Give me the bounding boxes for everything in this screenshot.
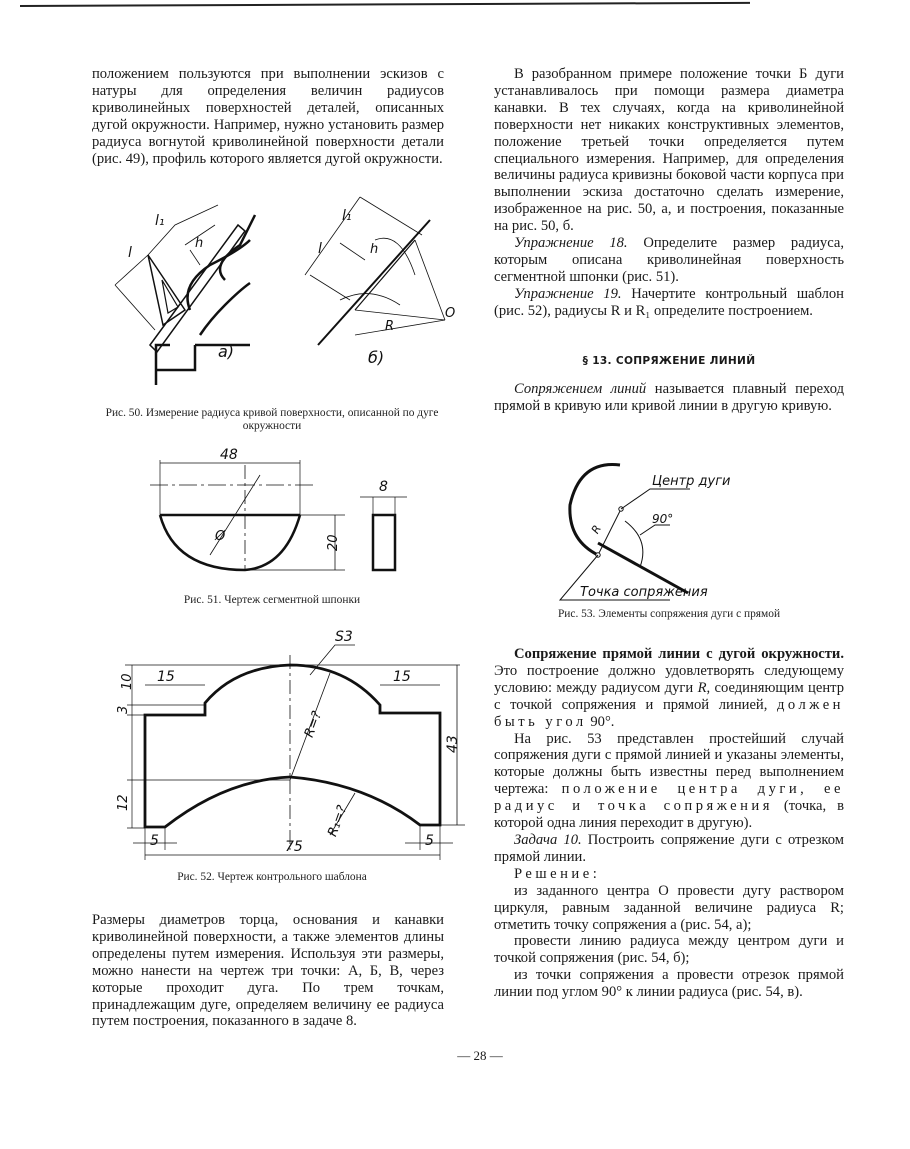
fig52-radius-R: R=? <box>301 709 326 740</box>
fig51-dim-length: 48 <box>220 447 238 463</box>
exercise-18-text: Определите размер радиуса, которым описана криволинейная поверхность сегментной шпонки (рис. 51). <box>494 235 844 285</box>
closing-paragraph: Размеры диаметров торца, основания и канавки криволинейной поверхности, а также элементов длины определены путем измерения. Используя эти размеры, можно нанести на чертеж три точки: А, Б, В, через которые проходит дуга. По трем точкам, принадлежащим дуге, определяем величину ее радиуса путем построения, показанного в задаче 8. <box>92 912 444 1030</box>
fig50b-dim-l1: l₁ <box>342 208 352 224</box>
page-number: — 28 — <box>457 1048 503 1063</box>
subheading: Сопряжение прямой линии с дугой окружности. <box>514 646 844 662</box>
section-heading: § 13. СОПРЯЖЕНИЕ ЛИНИЙ <box>582 355 756 367</box>
fig53-label-R: R <box>588 522 604 536</box>
step-2: провести линию радиуса между центром дуги и точкой сопряжения (рис. 54, б); <box>494 933 844 967</box>
exercise-19 <box>494 286 844 320</box>
figure-53 <box>560 455 780 600</box>
task-10 <box>494 832 844 866</box>
fig52-thickness: S3 <box>335 629 353 645</box>
fig53-paragraph <box>494 731 844 832</box>
left-closing <box>92 912 444 1030</box>
fig50-label-a: а) <box>218 342 235 361</box>
exercise-19-label: Упражнение 19. <box>514 285 622 302</box>
fig50-dim-l: l <box>128 245 132 261</box>
fig53-label-angle: 90° <box>652 512 674 526</box>
fig52-dim-step: 3 <box>116 705 131 714</box>
task-label: Задача 10. <box>514 831 582 848</box>
condition-paragraph <box>494 646 844 731</box>
right-bottom-text <box>494 646 844 1001</box>
fig50b-dim-l: l <box>318 241 322 257</box>
fig50-dim-h: h <box>195 236 204 251</box>
step-1: из заданного центра О провести дугу раствором циркуля, равным заданной величине радиуса R; отметить точку сопряжения а (рис. 54, а); <box>494 882 844 933</box>
fig52-dim-top: 10 <box>120 673 135 690</box>
exercise-18-label: Упражнение 18. <box>514 235 628 252</box>
fig53-label-center: Центр дуги <box>652 474 731 489</box>
fig50b-label-O: O <box>445 306 456 321</box>
condition-end: 90°. <box>586 713 615 730</box>
fig52-dim-left-shoulder: 15 <box>157 669 175 685</box>
fig53-spaced: положение центра дуги, ее радиус и точка сопряжения <box>494 781 844 815</box>
fig50-caption: Рис. 50. Измерение радиуса кривой поверхности, описанной по дуге окружности <box>105 407 439 432</box>
fig52-dim-total-height: 43 <box>445 735 461 753</box>
fig50b-label-R: R <box>385 319 395 334</box>
right-top-text <box>494 66 844 320</box>
fig51-dim-width: 8 <box>379 479 388 495</box>
figure-50 <box>100 195 460 395</box>
step-3: из точки сопряжения а провести отрезок прямой линии под углом 90° к линии радиуса (рис. 54, в). <box>494 967 844 1001</box>
fig52-dim-right-shoulder: 15 <box>393 669 411 685</box>
fig52-radius-R1: R₁=? <box>325 803 351 839</box>
condition-R: R <box>697 679 707 696</box>
fig50b-dim-h: h <box>370 242 379 257</box>
task-text: Построить сопряжение дуги с отрезком прямой линии. <box>494 831 844 865</box>
fig51-diameter: Ø <box>215 529 226 544</box>
definition <box>494 381 844 415</box>
definition-block <box>494 381 844 415</box>
fig53-text-b: (точка, в которой одна линия переходит в другую). <box>494 798 844 832</box>
condition-text-b: , соединяющим центр с точкой сопряжения и прямой линией, <box>494 679 844 713</box>
fig53-label-point: Точка сопряжения <box>580 585 708 600</box>
paragraph-1: В разобранном примере положение точки Б дуги устанавливалось при помощи размера диаметра канавки. В тех случаях, когда на криволинейной поверхности нет никаких конструктивных элементов, положение третьей точки определяется путем специального измерения. Например, для определения величины радиуса кривизны боковой части корпуса при выполнении эскиза достаточно сделать измерение, изображенное на рис. 50, а, и построения, показанные на рис. 50, б. <box>494 66 844 235</box>
intro-paragraph: положением пользуются при выполнении эскизов с натуры для определения величин радиусов криволинейных поверхностей деталей, описанных дугой окружности. Например, нужно установить размер радиуса вогнутой криволинейной поверхности детали (рис. 49), профиль которого является дугой окружности. <box>92 66 444 167</box>
figure-51 <box>135 447 435 575</box>
fig51-caption: Рис. 51. Чертеж сегментной шпонки <box>183 594 361 606</box>
exercise-19-text: Начертите контрольный шаблон (рис. 52), радиусы R и R₁ определите построением. <box>494 285 844 319</box>
left-intro <box>92 66 444 167</box>
fig51-dim-height: 20 <box>326 534 341 551</box>
fig52-dim-right-foot: 5 <box>425 833 434 849</box>
fig52-dim-total-width: 75 <box>285 839 303 855</box>
fig53-text-a: На рис. 53 представлен простейший случай сопряжения дуги с прямой линией и указаны элементы, которые должны быть известны перед выполнением чертежа: <box>494 730 844 798</box>
exercise-18 <box>494 235 844 286</box>
definition-term: Сопряжением линий <box>514 381 647 397</box>
solution-label: Решение: <box>514 865 601 882</box>
fig53-caption: Рис. 53. Элементы сопряжения дуги с прямой <box>557 608 781 620</box>
fig50b-drawing <box>305 197 445 345</box>
definition-text: называется плавный переход прямой в кривую или кривой линии в другую кривую. <box>494 381 844 414</box>
fig52-caption: Рис. 52. Чертеж контрольного шаблона <box>177 871 367 883</box>
fig52-dim-left-foot: 5 <box>150 833 159 849</box>
figure-52 <box>105 625 465 865</box>
fig50-label-b: б) <box>368 348 385 367</box>
condition-spaced: должен быть угол <box>494 696 844 730</box>
condition-text-a: Это построение должно удовлетворять следующему условию: между радиусом дуги <box>494 662 844 696</box>
page-edge-line <box>20 2 750 7</box>
fig52-dim-bottom: 12 <box>116 794 131 811</box>
fig50-dim-l1: l₁ <box>155 213 165 229</box>
